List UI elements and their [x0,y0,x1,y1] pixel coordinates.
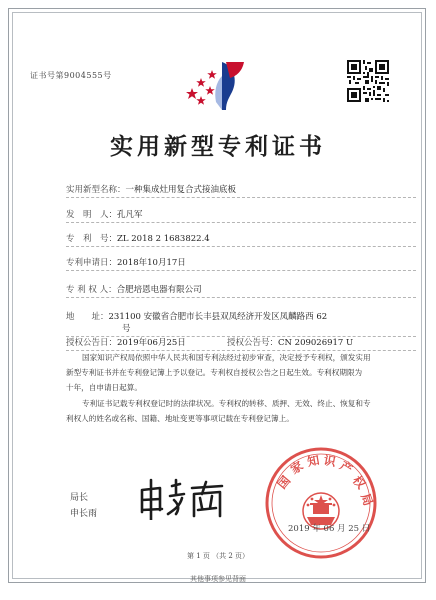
official-seal-icon [263,445,379,561]
field-designer [66,208,143,220]
grant-number-value: CN 209026917 U [278,338,354,348]
paragraph-line: 国家知识产权局依照中华人民共和国专利法经过初步审查，决定授予专利权，颁发实用 [82,353,371,362]
svg-text:局: 局 [358,491,376,508]
certificate-title: 实用新型专利证书 [110,133,326,160]
divider [66,197,416,198]
svg-text:国: 国 [274,473,294,492]
grant-number-label: 授权公告号： [227,338,279,348]
svg-text:权: 权 [349,473,369,492]
divider [66,246,416,247]
address-label: 地 址： [66,312,109,322]
patent-number-value: ZL 2018 2 1683822.4 [117,234,210,244]
address-value-line2: 号 [122,324,131,334]
field-patentee [66,283,202,295]
field-grant-number [227,336,353,348]
svg-text:知: 知 [306,453,321,469]
paragraph-line: 专利证书记载专利权登记时的法律状况。专利权的转移、质押、无效、终止、恢复和专 [82,399,371,408]
paragraph-line: 利权人的姓名或名称、国籍、地址变更等事项记载在专利登记簿上。 [66,414,294,423]
grant-date-label: 授权公告日： [66,338,118,348]
seal-date: 2019 年 06 月 25 日 [288,524,371,534]
application-date-label: 专利申请日： [66,258,118,268]
divider [66,270,416,271]
utility-model-name-label: 实用新型名称： [66,185,126,195]
certificate-number: 证书号第9004555号 [30,71,112,80]
patentee-label: 专 利 权 人： [66,285,117,295]
certificate-body-paragraph-1 [66,350,401,395]
field-application-date [66,256,186,268]
patent-office-emblem-icon [186,58,248,114]
paragraph-line: 十年，自申请日起算。 [66,383,142,392]
page-indicator: 第 1 页 （共 2 页） [186,552,250,560]
svg-text:识: 识 [322,453,337,469]
field-patent-number [66,232,210,244]
field-utility-model-name [66,183,236,195]
field-address [66,310,327,322]
divider [66,297,416,298]
application-date-value: 2018年10月17日 [117,258,186,268]
patent-number-label: 专 利 号： [66,234,118,244]
qr-code-icon [347,60,389,102]
grant-date-value: 2019年06月25日 [117,338,186,348]
director-name: 申长雨 [70,509,98,519]
patentee-value: 合肥培恩电器有限公司 [116,285,202,295]
address-value-line1: 231100 安徽省合肥市长丰县双凤经济开发区凤麟路西 62 [108,312,328,322]
svg-text:产: 产 [337,458,355,477]
svg-text:家: 家 [288,458,306,477]
paragraph-line: 新型专利证书并在专利登记簿上予以登记。专利权自授权公告之日起生效。专利权期限为 [66,368,363,377]
certificate-body-paragraph-2 [66,396,401,426]
divider [66,222,416,223]
designer-label: 发 明 人： [66,210,118,220]
field-grant-date [66,336,186,348]
utility-model-name-value: 一种集成灶用复合式接油底板 [125,185,237,195]
footer-note: 其他事项参见背面 [190,575,246,583]
handwritten-signature-icon [136,476,228,520]
designer-value: 孔凡军 [117,210,143,220]
director-title: 局长 [70,493,89,503]
